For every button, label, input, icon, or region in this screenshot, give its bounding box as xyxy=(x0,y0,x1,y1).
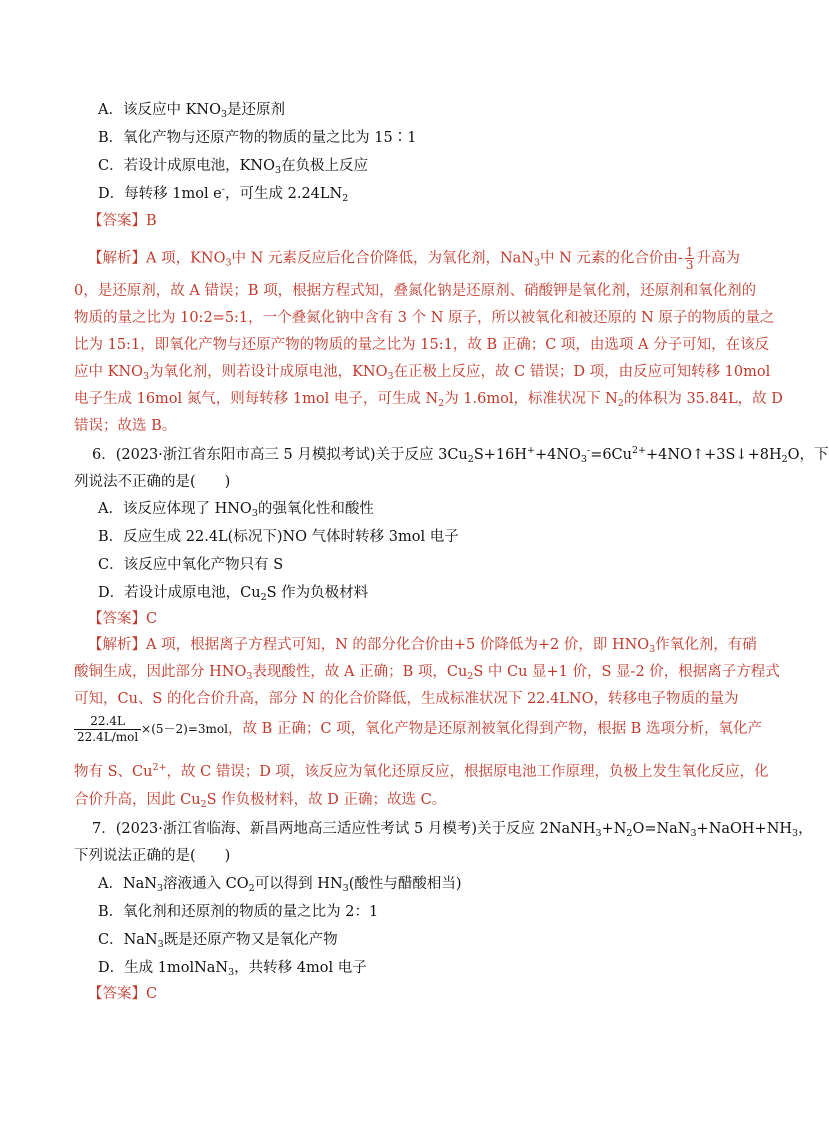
q6-explanation-line-6: 合价升高，因此 $Cu_2S$ 作负极材料，故 D 正确；故选 C。 xyxy=(74,792,447,810)
q6-stem-line-1: 6．(2023·浙江省东阳市高三 5 月模拟考试)关于反应 $3Cu_2S+16H^++4NO_3^-=6Cu^{2+}+4NO↑+3S↓+8H_2O$，下 xyxy=(92,445,829,465)
q6-explanation-line-4: $\frac{22.4L}{\text{22.4L/mol}}$ ×(5－2)=3mol，故 B 正确；C 项，氧化产物是还原剂被氧化得到产物，根据 B 选项分析，氧化产 xyxy=(74,713,762,745)
q5-option-d: D．每转移 1mol e-，可生成 $2.24LN_2$ xyxy=(98,184,349,204)
q6-answer: 【答案】C xyxy=(88,611,158,627)
q5-explanation-line-3: 物质的量之比为 10:2=5:1，一个叠氮化钠中含有 3 个 N 原子，所以被氧化和被还原的 N 原子的物质的量之 xyxy=(74,310,775,326)
calc-fraction: $\frac{22.4L}{\text{22.4L/mol}}$ xyxy=(74,714,141,745)
q6-explanation-line-1: 【解析】A 项，根据离子方程式可知，N 的部分化合价由+5 价降低为+2 价，即 $HNO_3$作氧化剂，有硝 xyxy=(88,637,757,655)
q7-option-d: D．生成 1molNaN$_3$，共转移 4mol 电子 xyxy=(98,960,367,978)
q6-explanation-line-2: 酸铜生成，因此部分 $HNO_3$表现酸性，故 A 正确；B 项，$Cu_2S$ 中 Cu 显+1 价，S 显-2 价，根据离子方程式 xyxy=(74,664,780,682)
q5-option-c: C．若设计成原电池，$KNO_3$在负极上反应 xyxy=(98,158,369,176)
q7-answer: 【答案】C xyxy=(88,986,158,1002)
q5-explanation-line-5: 应中 $KNO_3$为氧化剂，则若设计成原电池，$KNO_3$在正极上反应，故 C 错误；D 项，由反应可知转移 10mol xyxy=(74,364,771,382)
q5-option-a: A．该反应中 $KNO_3$是还原剂 xyxy=(98,102,286,120)
q6-option-a: A．该反应体现了 $HNO_3$的强氧化性和酸性 xyxy=(98,501,374,519)
q6-option-c: C．该反应中氧化产物只有 S xyxy=(98,557,284,573)
q7-option-a: A．NaN$_3$溶液通入 $CO_2$可以得到 $HN_3$(酸性与醋酸相当) xyxy=(98,876,462,894)
fraction-one-third: $\frac{1}{3}$ xyxy=(685,245,694,272)
q5-explanation-line-2: 0，是还原剂，故 A 错误；B 项，根据方程式知，叠氮化钠是还原剂、硝酸钾是氧化剂，还原剂和氧化剂的 xyxy=(74,283,757,299)
q7-option-c: C．NaN$_3$既是还原产物又是氧化产物 xyxy=(98,932,338,950)
q5-option-b: B．氧化产物与还原产物的物质的量之比为 15∶1 xyxy=(98,130,417,146)
q5-explanation-line-7: 错误；故选 B。 xyxy=(74,418,177,434)
q6-stem-line-2: 列说法不正确的是( ) xyxy=(74,474,231,490)
q7-option-b: B．氧化剂和还原剂的物质的量之比为 2：1 xyxy=(98,904,379,920)
q5-explanation-line-1: 【解析】A 项，$KNO_3$中 N 元素反应后化合价降低，为氧化剂，NaN$_3$中 N 元素的化合价由- $\frac{1}{3}$ 升高为 xyxy=(88,245,740,272)
q7-stem-line-2: 下列说法正确的是( ) xyxy=(74,848,231,864)
q6-option-b: B．反应生成 22.4L(标况下)NO 气体时转移 3mol 电子 xyxy=(98,529,459,545)
q5-explanation-line-4: 比为 15:1，即氧化产物与还原产物的物质的量之比为 15:1，故 B 正确；C 项，由选项 A 分子可知，在该反 xyxy=(74,337,770,353)
q6-explanation-line-5: 物有 S、$Cu^{2+}$，故 C 错误；D 项，该反应为氧化还原反应，根据原电池工作原理，负极上发生氧化反应，化 xyxy=(74,762,769,780)
q5-answer: 【答案】B xyxy=(88,213,157,229)
q6-explanation-line-3: 可知，Cu、S 的化合价升高，部分 N 的化合价降低，生成标准状况下 22.4LNO，转移电子物质的量为 xyxy=(74,691,739,707)
q5-explanation-line-6: 电子生成 16mol 氮气，则每转移 1mol 电子，可生成 $N_2$为 1.6mol，标准状况下 $N_2$的体积为 35.84L，故 D xyxy=(74,391,783,409)
q7-stem-line-1: 7．(2023·浙江省临海、新昌两地高三适应性考试 5 月模考)关于反应 $2NaNH_3+N_2O=NaN_3+NaOH+NH_3$， xyxy=(92,821,813,839)
q6-option-d: D．若设计成原电池，$Cu_2S$ 作为负极材料 xyxy=(98,585,369,603)
